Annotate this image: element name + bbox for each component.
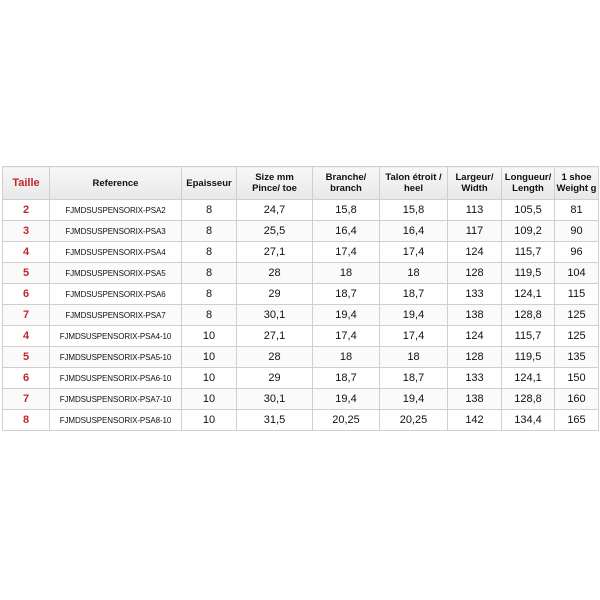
cell-size: 29 [237,284,313,305]
column-header-epaisseur [182,167,237,200]
cell-talon: 18 [380,347,448,368]
column-header-taille [3,167,50,200]
header-row [3,167,599,200]
column-header-text: Taille [12,176,40,189]
cell-longueur: 128,8 [502,305,555,326]
cell-epaisseur: 8 [182,284,237,305]
cell-taille: 2 [3,200,50,221]
cell-size: 25,5 [237,221,313,242]
column-header-talon [380,167,448,200]
column-header-branche [313,167,380,200]
column-header-text: Branche/ [325,172,367,183]
cell-weight: 90 [555,221,599,242]
cell-largeur: 142 [448,410,502,431]
column-header-text: Talon étroit / [385,172,442,183]
cell-reference: FJMDSUSPENSORIX-PSA7 [50,305,182,326]
cell-branche: 18 [313,347,380,368]
cell-reference: FJMDSUSPENSORIX-PSA7-10 [50,389,182,410]
cell-reference: FJMDSUSPENSORIX-PSA8-10 [50,410,182,431]
cell-reference: FJMDSUSPENSORIX-PSA5 [50,263,182,284]
cell-talon: 17,4 [380,326,448,347]
cell-epaisseur: 8 [182,221,237,242]
cell-largeur: 117 [448,221,502,242]
cell-talon: 18,7 [380,368,448,389]
cell-size: 30,1 [237,389,313,410]
cell-epaisseur: 10 [182,326,237,347]
cell-reference: FJMDSUSPENSORIX-PSA3 [50,221,182,242]
cell-largeur: 138 [448,389,502,410]
cell-branche: 18,7 [313,368,380,389]
cell-talon: 18 [380,263,448,284]
cell-taille: 8 [3,410,50,431]
cell-weight: 104 [555,263,599,284]
cell-branche: 19,4 [313,305,380,326]
table-row [3,242,599,263]
cell-weight: 81 [555,200,599,221]
cell-weight: 115 [555,284,599,305]
cell-longueur: 124,1 [502,284,555,305]
table-row [3,326,599,347]
column-header-longueur [502,167,555,200]
column-header-text: Width [461,183,488,194]
cell-size: 28 [237,263,313,284]
table-row [3,368,599,389]
cell-reference: FJMDSUSPENSORIX-PSA4-10 [50,326,182,347]
column-header-largeur [448,167,502,200]
cell-largeur: 133 [448,284,502,305]
cell-size: 29 [237,368,313,389]
table-row [3,347,599,368]
column-header-text: Largeur/ [455,172,494,183]
cell-talon: 19,4 [380,305,448,326]
column-header-text: Weight g [556,183,597,194]
cell-largeur: 128 [448,347,502,368]
cell-epaisseur: 10 [182,368,237,389]
cell-weight: 135 [555,347,599,368]
cell-epaisseur: 10 [182,410,237,431]
cell-largeur: 113 [448,200,502,221]
cell-longueur: 134,4 [502,410,555,431]
cell-largeur: 124 [448,242,502,263]
cell-largeur: 128 [448,263,502,284]
table-row [3,263,599,284]
column-header-weight [555,167,599,200]
cell-taille: 7 [3,305,50,326]
cell-branche: 18 [313,263,380,284]
table-row [3,284,599,305]
cell-taille: 4 [3,242,50,263]
column-header-size [237,167,313,200]
cell-taille: 5 [3,263,50,284]
cell-epaisseur: 8 [182,242,237,263]
table-body [3,200,599,431]
column-header-text: branch [330,183,362,194]
cell-weight: 150 [555,368,599,389]
cell-longueur: 124,1 [502,368,555,389]
cell-size: 28 [237,347,313,368]
cell-reference: FJMDSUSPENSORIX-PSA5-10 [50,347,182,368]
column-header-text: Size mm [255,172,294,183]
cell-epaisseur: 8 [182,305,237,326]
cell-weight: 165 [555,410,599,431]
cell-reference: FJMDSUSPENSORIX-PSA6 [50,284,182,305]
cell-reference: FJMDSUSPENSORIX-PSA6-10 [50,368,182,389]
column-header-text: Pince/ toe [252,183,297,194]
cell-taille: 4 [3,326,50,347]
cell-reference: FJMDSUSPENSORIX-PSA4 [50,242,182,263]
cell-talon: 20,25 [380,410,448,431]
cell-branche: 17,4 [313,242,380,263]
cell-longueur: 128,8 [502,389,555,410]
cell-epaisseur: 8 [182,200,237,221]
cell-largeur: 138 [448,305,502,326]
cell-taille: 5 [3,347,50,368]
cell-largeur: 133 [448,368,502,389]
column-header-text: Epaisseur [186,177,232,189]
column-header-text: Reference [92,177,139,189]
column-header-text: 1 shoe [561,172,592,183]
cell-longueur: 119,5 [502,347,555,368]
size-table [2,166,599,431]
cell-weight: 96 [555,242,599,263]
cell-taille: 6 [3,284,50,305]
cell-longueur: 109,2 [502,221,555,242]
cell-weight: 125 [555,305,599,326]
cell-talon: 16,4 [380,221,448,242]
column-header-text: heel [403,183,423,194]
cell-weight: 160 [555,389,599,410]
cell-size: 31,5 [237,410,313,431]
cell-reference: FJMDSUSPENSORIX-PSA2 [50,200,182,221]
cell-taille: 3 [3,221,50,242]
table-row [3,389,599,410]
cell-longueur: 115,7 [502,326,555,347]
table-header [3,167,599,200]
cell-epaisseur: 10 [182,389,237,410]
cell-size: 27,1 [237,242,313,263]
size-chart [2,166,598,431]
cell-taille: 7 [3,389,50,410]
table-row [3,410,599,431]
cell-talon: 15,8 [380,200,448,221]
cell-longueur: 115,7 [502,242,555,263]
cell-branche: 20,25 [313,410,380,431]
column-header-reference [50,167,182,200]
cell-talon: 19,4 [380,389,448,410]
cell-taille: 6 [3,368,50,389]
cell-epaisseur: 10 [182,347,237,368]
cell-branche: 17,4 [313,326,380,347]
cell-branche: 16,4 [313,221,380,242]
cell-longueur: 119,5 [502,263,555,284]
cell-size: 27,1 [237,326,313,347]
column-header-text: Length [512,183,544,194]
cell-branche: 18,7 [313,284,380,305]
table-row [3,200,599,221]
table-row [3,305,599,326]
cell-talon: 18,7 [380,284,448,305]
cell-size: 24,7 [237,200,313,221]
table-row [3,221,599,242]
cell-size: 30,1 [237,305,313,326]
cell-largeur: 124 [448,326,502,347]
cell-branche: 15,8 [313,200,380,221]
column-header-text: Longueur/ [504,172,552,183]
cell-branche: 19,4 [313,389,380,410]
cell-epaisseur: 8 [182,263,237,284]
cell-talon: 17,4 [380,242,448,263]
cell-weight: 125 [555,326,599,347]
cell-longueur: 105,5 [502,200,555,221]
